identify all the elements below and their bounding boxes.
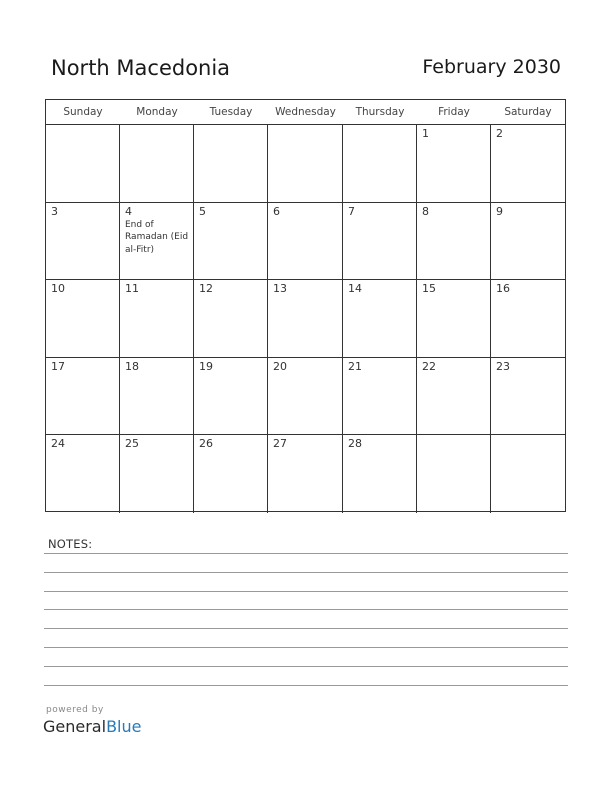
day-number: 14 <box>348 282 362 296</box>
day-cell <box>491 125 565 203</box>
day-cell <box>491 280 565 358</box>
brand-part-blue: Blue <box>106 717 142 736</box>
day-number: 5 <box>199 204 206 218</box>
day-number: 26 <box>199 437 213 451</box>
notes-line <box>44 666 568 667</box>
day-cell <box>120 280 194 358</box>
day-cell <box>120 125 194 203</box>
weekday-header-sunday: Sunday <box>63 106 103 118</box>
day-cell <box>417 203 491 281</box>
day-cell <box>194 358 268 436</box>
day-cell <box>194 203 268 281</box>
day-cell <box>343 358 417 436</box>
day-cell <box>491 358 565 436</box>
day-cell <box>417 280 491 358</box>
day-cell <box>491 203 565 281</box>
calendar-country-title: North Macedonia <box>51 56 231 80</box>
day-number: 28 <box>348 437 362 451</box>
day-number: 12 <box>199 282 213 296</box>
weekday-header-monday: Monday <box>136 106 178 118</box>
weekday-header-saturday: Saturday <box>504 106 552 118</box>
day-cell <box>46 203 120 281</box>
brand-part-general: General <box>43 717 107 736</box>
day-number: 9 <box>496 204 503 218</box>
day-cell <box>46 125 120 203</box>
calendar-month-title: February 2030 <box>422 56 561 78</box>
notes-line <box>44 572 568 573</box>
day-number: 6 <box>273 204 280 218</box>
notes-line <box>44 628 568 629</box>
notes-line <box>44 553 568 554</box>
day-cell <box>268 280 343 358</box>
day-cell <box>343 435 417 513</box>
day-number: 2 <box>496 127 503 140</box>
day-number: 8 <box>422 204 429 218</box>
day-number: 3 <box>51 204 58 218</box>
day-cell <box>343 125 417 203</box>
day-number: 11 <box>125 282 139 296</box>
powered-by-text: powered by <box>46 705 104 715</box>
day-cell <box>491 435 565 513</box>
day-cell <box>268 125 343 203</box>
notes-line <box>44 591 568 592</box>
notes-line <box>44 609 568 610</box>
day-cell <box>46 435 120 513</box>
day-cell <box>46 280 120 358</box>
day-number: 10 <box>51 282 65 296</box>
notes-label: NOTES: <box>48 537 93 551</box>
day-number: 18 <box>125 359 139 373</box>
day-cell <box>268 435 343 513</box>
day-number: 22 <box>422 359 436 373</box>
day-cell <box>417 125 491 203</box>
day-cell <box>194 435 268 513</box>
day-number: 1 <box>422 127 429 140</box>
day-number: 13 <box>273 282 287 296</box>
weekday-header-row <box>46 100 565 125</box>
day-number: 4 <box>125 204 132 218</box>
day-number: 27 <box>273 437 287 451</box>
day-cell <box>343 280 417 358</box>
day-cell <box>417 435 491 513</box>
day-cell <box>120 203 194 281</box>
day-cell <box>268 203 343 281</box>
notes-line <box>44 647 568 648</box>
day-cell <box>417 358 491 436</box>
notes-line <box>44 685 568 686</box>
day-number: 24 <box>51 437 65 451</box>
day-number: 7 <box>348 204 355 218</box>
weekday-header-wednesday: Wednesday <box>275 106 336 118</box>
day-number: 15 <box>422 282 436 296</box>
day-cell <box>268 358 343 436</box>
day-cell <box>194 280 268 358</box>
day-number: 19 <box>199 359 213 373</box>
calendar-grid <box>45 99 566 512</box>
day-number: 17 <box>51 359 65 373</box>
holiday-label: End of Ramadan (Eid al-Fitr) <box>125 219 189 255</box>
day-cell <box>194 125 268 203</box>
day-number: 21 <box>348 359 362 373</box>
day-number: 20 <box>273 359 287 373</box>
weekday-header-tuesday: Tuesday <box>209 106 253 118</box>
day-number: 25 <box>125 437 139 451</box>
generalblue-logo <box>43 717 141 736</box>
day-cell <box>343 203 417 281</box>
day-cell <box>120 435 194 513</box>
weekday-header-friday: Friday <box>438 106 470 118</box>
day-cell <box>46 358 120 436</box>
weekday-header-thursday: Thursday <box>355 106 405 118</box>
day-number: 16 <box>496 282 510 296</box>
day-cell <box>120 358 194 436</box>
day-number: 23 <box>496 359 510 373</box>
